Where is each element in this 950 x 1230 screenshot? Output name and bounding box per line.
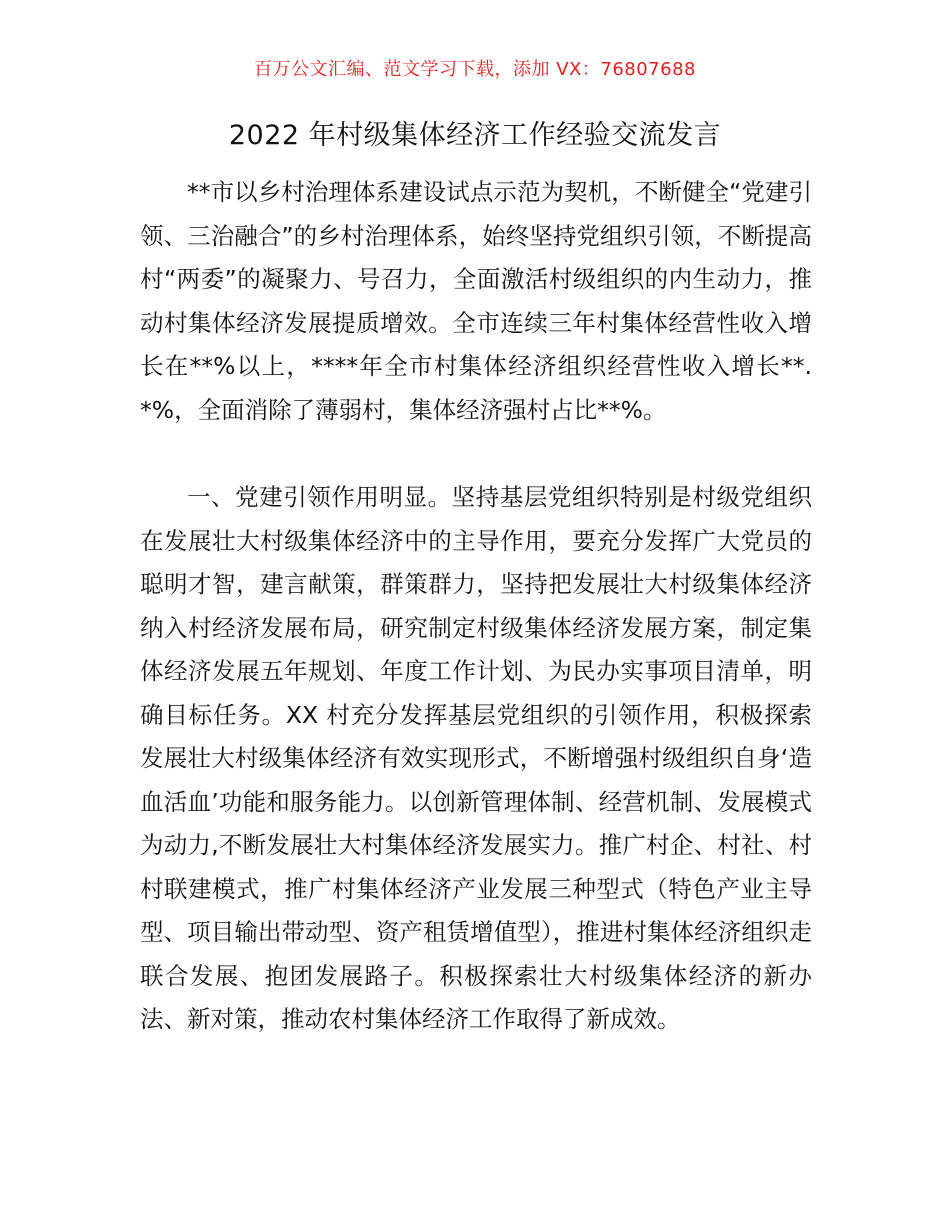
document-title: 2022 年村级集体经济工作经验交流发言 xyxy=(228,120,722,151)
paragraph-section-1: 一、党建引领作用明显。坚持基层党组织特别是村级党组织在发展壮大村级集体经济中的主导作用，要充分发挥广大党员的聪明才智，建言献策，群策群力，坚持把发展壮大村级集体经济纳入村经济发展布局，研究制定村级集体经济发展方案，制定集体经济发展五年规划、年度工作计划、为民办实事项目清单，明确目标任务。XX 村充分发挥基层党组织的引领作用，积极探索发展壮大村级集体经济有效实现形式，不断增强村级组织自身‘造血活血’功能和服务能力。以创新管理体制、经营机制、发展模式为动力,不断发展壮大村集体经济发展实力。推广村企、村社、村村联建模式，推广村集体经济产业发展三种型式（特色产业主导型、项目输出带动型、资产租赁增值型），推进村集体经济组织走联合发展、抱团发展路子。积极探索壮大村级集体经济的新办法、新对策，推动农村集体经济工作取得了新成效。 xyxy=(140,483,812,1033)
watermark-banner: 百万公文汇编、范文学习下载，添加 VX：76807688 xyxy=(254,59,696,80)
paragraph-intro: **市以乡村治理体系建设试点示范为契机，不断健全“党建引领、三治融合”的乡村治理体系，始终坚持党组织引领，不断提高村“两委”的凝聚力、号召力，全面激活村级组织的内生动力，推动村集体经济发展提质增效。全市连续三年村集体经营性收入增长在**%以上，****年全市村集体经济组织经营性收入增长**.*%，全面消除了薄弱村，集体经济强村占比**%。 xyxy=(140,178,812,424)
